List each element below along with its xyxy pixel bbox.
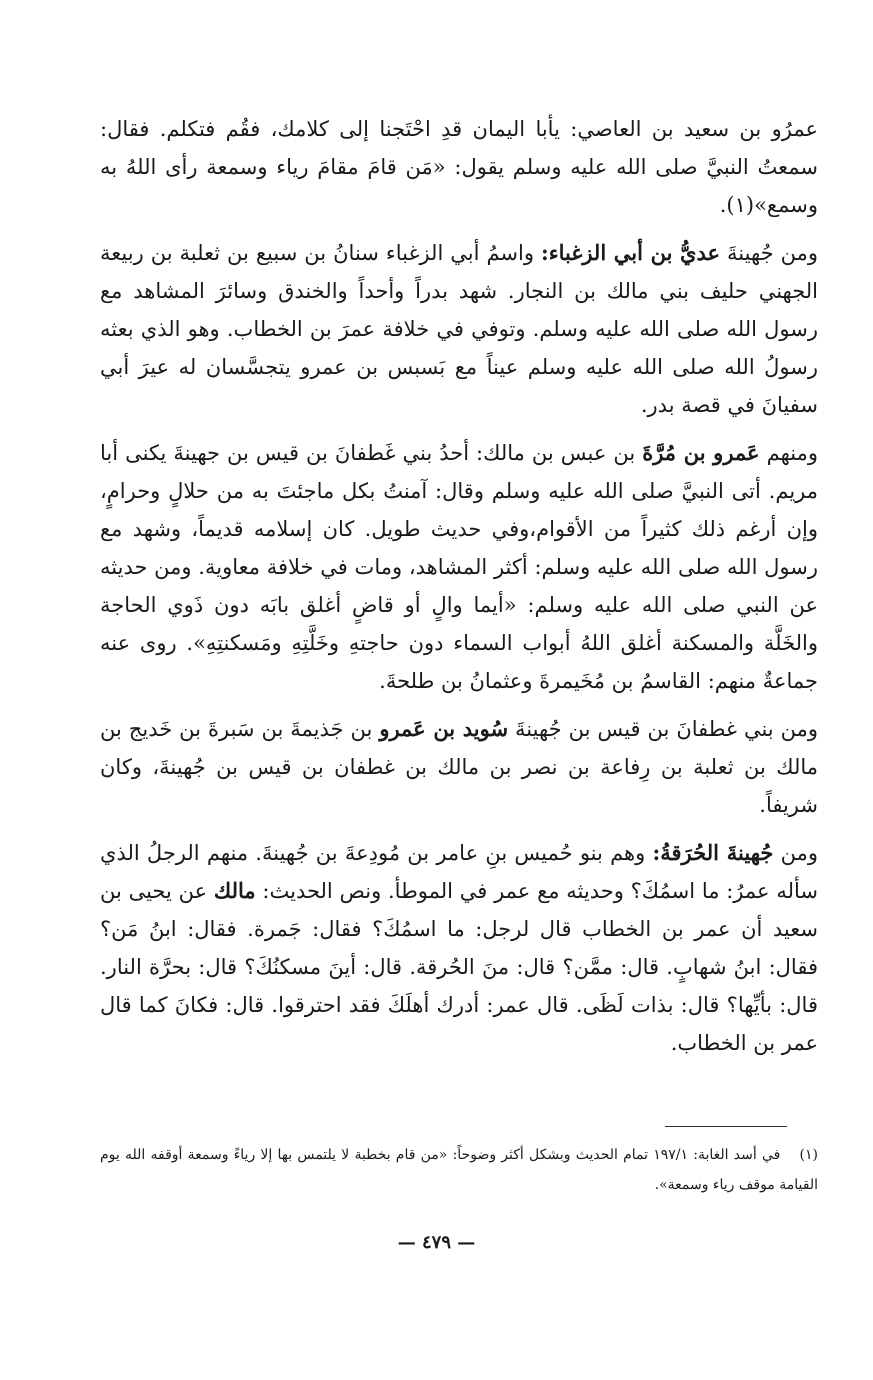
text-run: ومن [773, 841, 818, 865]
text-run: واسمُ أبي الزغباء سنانُ بن سبيع بن ثعلبة بن ربيعة الجهني حليف بني مالك بن النجار. شهد بدراً وأحداً والخندق وسائرَ المشاهد مع رسول الله صلى الله عليه وسلم. وتوفي في خلافة عمرَ بن الخطاب. وهو الذي بعثه رسولُ الله صلى الله عليه وسلم عيناً مع بَسبس بن عمرو يتجسَّسان له عيرَ أبي سفيانَ في قصة بدر. [100, 241, 818, 417]
text-run: بن عبس بن مالك: أحدُ بني غَطفانَ بن قيس بن جهينةَ يكنى أبا مريم. أتى النبيَّ صلى الله عليه وسلم وقال: آمنتُ بكل ماجئتَ به من حلالٍ وحرامٍ، وإن أرغم ذلك كثيراً من الأقوام،وفي حديث طويل. كان إسلامه قديماً، وشهد مع رسول الله صلى الله عليه وسلم: أكثر المشاهد، ومات في خلافة معاوية. ومن حديثه عن النبي صلى الله عليه وسلم: «أيما والٍ أو قاضٍ أغلق بابَه دون ذَوي الحاجة والخَلَّة والمسكنة أغلق اللهُ أبواب السماء دون حاجتهِ وخَلَّتِهِ ومَسكنتِهِ». روى عنه جماعةٌ منهم: القاسمُ بن مُخَيمرةَ وعثمانُ بن طلحةَ. [100, 441, 818, 693]
bold-name: جُهينةَ الحُرَقةُ: [652, 840, 774, 865]
text-run: ومن بني غطفانَ بن قيس بن جُهينةَ [508, 717, 818, 741]
footnote-number: (١) [799, 1147, 818, 1163]
page-number: — ٤٧٩ — [397, 1232, 476, 1253]
bold-name: مالك [213, 878, 256, 903]
paragraph [100, 834, 818, 1062]
text-run: عن يحيى بن سعيد أن عمر بن الخطاب قال لرجل: ما اسمُكَ؟ فقال: جَمرة. فقال: ابنُ مَن؟ فقال: ابنُ شهابٍ. قال: ممَّن؟ قال: منَ الحُرقة. قال: أينَ مسكنُكَ؟ قال: بحرَّة النار. قال: بأيِّها؟ قال: بذات لَظَى. قال عمر: أدرك أهلَكَ فقد احترقوا. قال: فكانَ كما قال عمر بن الخطاب. [100, 879, 818, 1055]
footnote [100, 1140, 818, 1200]
main-text [100, 110, 818, 1125]
text-run: عمرُو بن سعيد بن العاصي: يأبا اليمان قدِ احْتَجنا إلى كلامك، فقُم فتكلم. فقال: سمعتُ النبيَّ صلى الله عليه وسلم يقول: «مَن قامَ مقامَ رياء وسمعة رأى اللهُ به وسمع»(١). [100, 117, 818, 217]
bold-name: عَمرو بن مُرَّةَ [642, 440, 760, 465]
footnote-text: في أسد الغابة: ١٩٧/١ تمام الحديث وبشكل أكثر وضوحاً: «من قام بخطبة لا يلتمس بها إلا رياءً وسمعة أوقفه الله يوم القيامة موقف رياء وسمعة». [100, 1147, 818, 1193]
paragraph [100, 710, 818, 824]
text-run: وهم بنو حُميس بنِ عامر بن مُودِعةَ بن جُهينةَ. منهم الرجلُ الذي سأله عمرُ: ما اسمُكَ؟ وحديثه مع عمر في الموطأ. ونص الحديث: [100, 841, 818, 903]
text-run: ومن جُهينةَ [720, 241, 818, 265]
bold-name: سُويد بن عَمرو [379, 716, 509, 741]
footnote-divider [665, 1126, 787, 1127]
text-run: بن جَذيمةَ بن سَبرةَ بن خَديج بن مالك بن ثعلبة بن رِفاعة بن نصر بن مالك بن غطفان بن قيس بن جُهينةَ، وكان شريفاً. [100, 717, 818, 817]
bold-name: عديُّ بن أبي الزغباء: [540, 240, 721, 265]
paragraph [100, 434, 818, 700]
text-run: ومنهم [759, 441, 818, 465]
page-body [100, 110, 818, 1125]
paragraph [100, 110, 818, 224]
paragraph [100, 234, 818, 424]
